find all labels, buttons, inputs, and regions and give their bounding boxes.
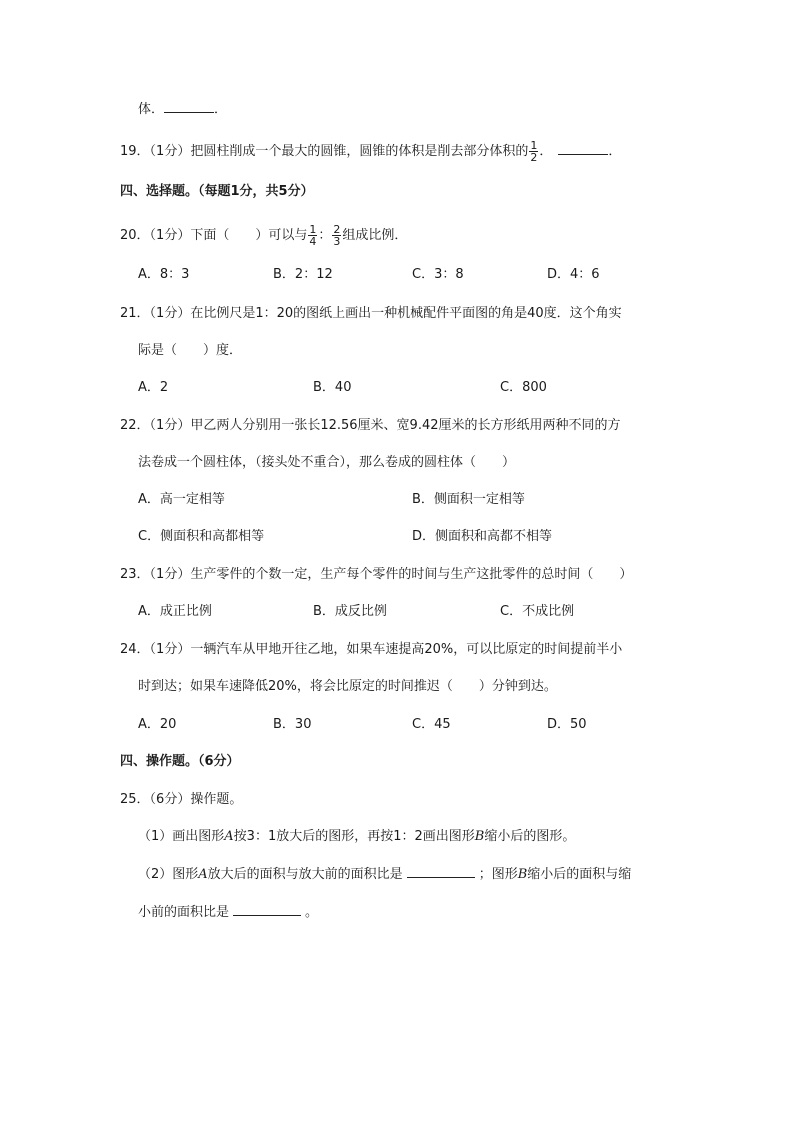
q22-option-c[interactable]: C．侧面积和高都相等 xyxy=(138,529,265,544)
q22-number: 22． xyxy=(120,418,150,433)
q20-option-b[interactable]: B．2：12 xyxy=(273,267,333,282)
q25-p2-pre: （2）图形 xyxy=(138,867,199,882)
q25-p2-shape-a: A xyxy=(198,867,208,882)
q19-sep: ． xyxy=(539,144,553,159)
q19-fraction xyxy=(529,140,538,163)
q21-option-c[interactable]: C．800 xyxy=(500,380,547,395)
q22-options-row-2 xyxy=(0,526,794,548)
q22-option-b[interactable]: B．侧面积一定相等 xyxy=(412,492,525,507)
section-choice-heading: 四、选择题。（每题1分，共5分） xyxy=(120,184,314,199)
q24-line-2: 时到达；如果车速降低20%，将会比原定的时间推迟（ ）分钟到达。 xyxy=(138,679,557,694)
q24-number: 24． xyxy=(120,642,150,657)
q21-line-2: 际是（ ）度． xyxy=(138,343,243,358)
q25-p1-mid: 按3：1放大后的图形，再按1：2画出图形 xyxy=(233,829,475,844)
q20-options xyxy=(0,264,794,286)
q22-option-d[interactable]: D．侧面积和高都不相等 xyxy=(412,529,553,544)
q20-score: （1分） xyxy=(149,228,191,243)
q20-f1-numerator: 1 xyxy=(309,223,317,236)
q22-line-1 xyxy=(120,415,794,437)
q25-p1-pre: （1）画出图形 xyxy=(138,829,225,844)
q22-options-row-1 xyxy=(0,489,794,511)
q20-option-c[interactable]: C．3：8 xyxy=(412,267,464,282)
q21-score: （1分） xyxy=(149,306,191,321)
q18-tail-line xyxy=(138,98,794,120)
q24-option-d[interactable]: D．50 xyxy=(547,717,587,732)
q25-p1-shape-a: A xyxy=(224,829,234,844)
q25-p2-mid: 放大后的面积与放大前的面积比是 xyxy=(207,867,403,882)
q25-p3-post: 。 xyxy=(305,905,319,920)
q22-text-1: 甲乙两人分别用一张长12.56厘米、宽9.42厘米的长方形纸用两种不同的方 xyxy=(190,418,621,433)
q25-score: （6分） xyxy=(149,792,191,807)
q18-answer-blank[interactable] xyxy=(164,98,214,113)
q19-text: 把圆柱削成一个最大的圆锥，圆锥的体积是削去部分体积的 xyxy=(190,144,529,159)
q23-option-c[interactable]: C．不成比例 xyxy=(500,604,575,619)
q20-text-pre: 下面（ ）可以与 xyxy=(190,228,308,243)
q25-p2-post: 缩小后的面积与缩 xyxy=(527,867,632,882)
q25-part-2 xyxy=(138,863,794,885)
q20-f1-denominator: 4 xyxy=(309,235,317,248)
q23-options xyxy=(0,601,794,623)
q25-p1-shape-b: B xyxy=(474,829,485,844)
q20-option-d[interactable]: D．4：6 xyxy=(547,267,600,282)
q25-title: 操作题。 xyxy=(190,792,243,807)
q20-line xyxy=(120,224,794,246)
q20-fraction-1 xyxy=(308,224,317,247)
q25-p1-post: 缩小后的图形。 xyxy=(484,829,576,844)
q23-option-b[interactable]: B．成反比例 xyxy=(313,604,387,619)
q19-end: ． xyxy=(608,144,622,159)
q25-p2-answer-blank[interactable] xyxy=(407,863,475,878)
q21-option-a[interactable]: A．2 xyxy=(138,380,169,395)
q19-frac-denominator: 2 xyxy=(530,151,538,164)
q24-line-1 xyxy=(120,639,794,661)
q24-options xyxy=(0,714,794,736)
q23-option-a[interactable]: A．成正比例 xyxy=(138,604,212,619)
q20-f2-denominator: 3 xyxy=(333,235,341,248)
q24-option-a[interactable]: A．20 xyxy=(138,717,177,732)
q24-text-1: 一辆汽车从甲地开往乙地，如果车速提高20%，可以比原定的时间提前半小 xyxy=(190,642,623,657)
q25-part-1 xyxy=(138,826,794,848)
q24-score: （1分） xyxy=(149,642,191,657)
q20-text-post: 组成比例． xyxy=(342,228,408,243)
q21-options xyxy=(0,377,794,399)
q20-f2-numerator: 2 xyxy=(333,223,341,236)
section-operation-heading: 四、操作题。（6分） xyxy=(120,754,240,769)
q18-end: ． xyxy=(214,102,228,117)
q25-p2-mid2: ；图形 xyxy=(478,867,518,882)
q19-number: 19． xyxy=(120,144,150,159)
q22-line-2: 法卷成一个圆柱体，（接头处不重合），那么卷成的圆柱体（ ） xyxy=(138,455,516,470)
q25-part-3 xyxy=(138,901,794,923)
q25-number: 25． xyxy=(120,792,150,807)
q22-option-a[interactable]: A．高一定相等 xyxy=(138,492,225,507)
q21-option-b[interactable]: B．40 xyxy=(313,380,352,395)
q18-tail-text: 体． xyxy=(138,102,165,117)
q19-answer-blank[interactable] xyxy=(558,140,608,155)
q23-number: 23． xyxy=(120,567,150,582)
q19-frac-numerator: 1 xyxy=(530,139,538,152)
q23-text-1: 生产零件的个数一定，生产每个零件的时间与生产这批零件的总时间（ ） xyxy=(190,567,633,582)
q20-number: 20． xyxy=(120,228,150,243)
q25-title-line xyxy=(120,789,794,811)
q19-line xyxy=(120,140,794,162)
q22-score: （1分） xyxy=(149,418,191,433)
q21-text-1: 在比例尺是1：20的图纸上画出一种机械配件平面图的角是40度．这个角实 xyxy=(190,306,622,321)
q25-p3-answer-blank[interactable] xyxy=(233,901,301,916)
q24-option-c[interactable]: C．45 xyxy=(412,717,451,732)
q20-option-a[interactable]: A．8：3 xyxy=(138,267,190,282)
q23-score: （1分） xyxy=(149,567,191,582)
q19-score: （1分） xyxy=(149,144,191,159)
q23-line-1 xyxy=(120,564,794,586)
q20-colon: ： xyxy=(318,228,332,243)
q25-p3-pre: 小前的面积比是 xyxy=(138,905,230,920)
q21-line-1 xyxy=(120,303,794,325)
q24-option-b[interactable]: B．30 xyxy=(273,717,312,732)
q20-fraction-2 xyxy=(332,224,341,247)
q25-p2-shape-b: B xyxy=(517,867,528,882)
q21-number: 21． xyxy=(120,306,150,321)
